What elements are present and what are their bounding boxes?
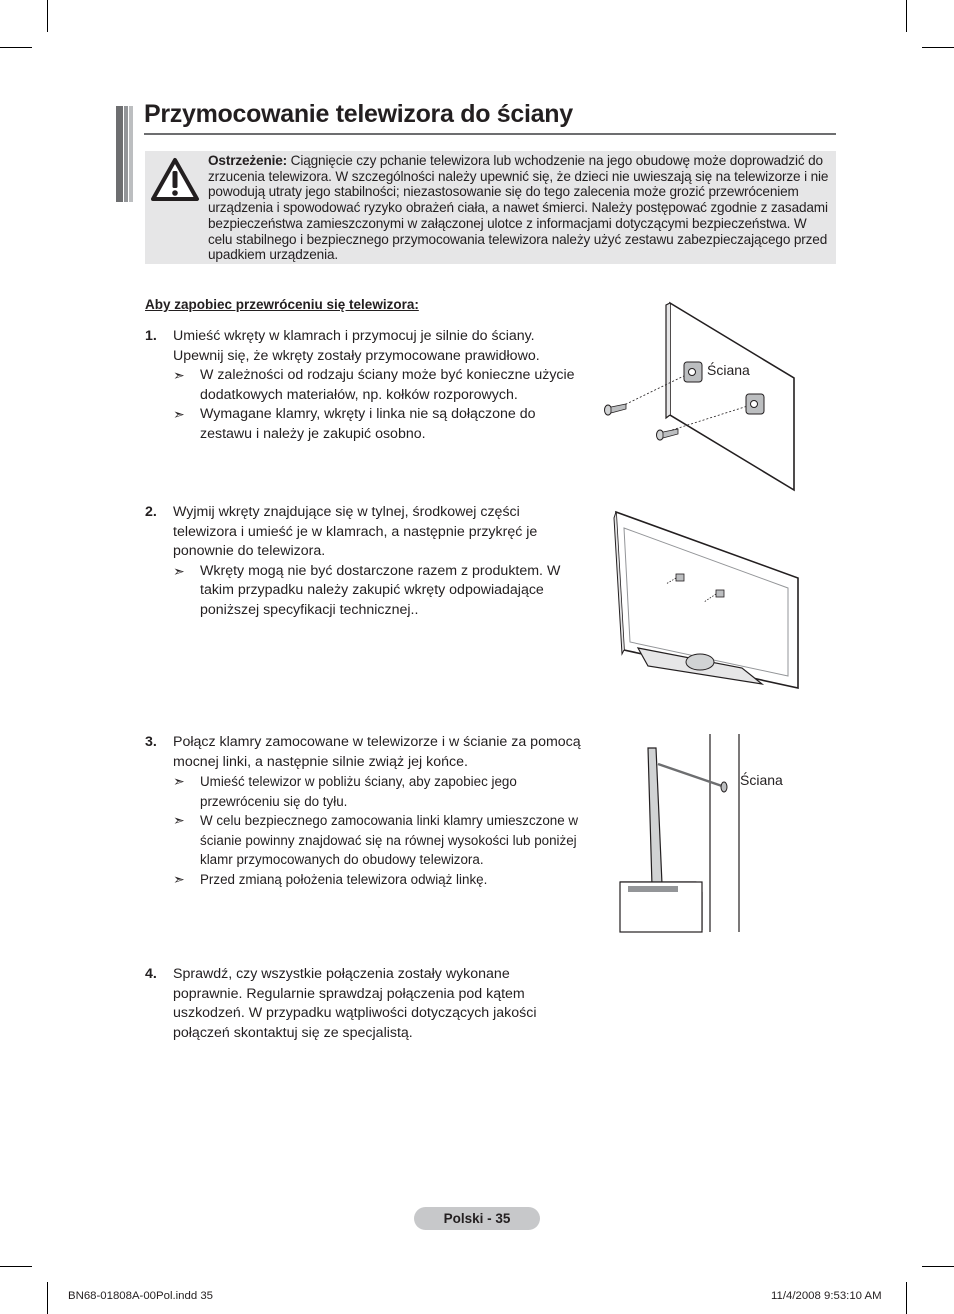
note-arrow-icon: ➣	[173, 773, 185, 789]
note-arrow-icon: ➣	[173, 812, 185, 828]
step-number: 1.	[145, 328, 157, 344]
step-note: ➣ Umieść telewizor w pobliżu ściany, aby zapobiec jego przewróceniu się do tyłu.	[173, 773, 517, 809]
step-note: ➣ Wymagane klamry, wkręty i linka nie są dołączone do zestawu i należy je zakupić osobno.	[173, 406, 536, 442]
crop-mark	[47, 1282, 48, 1314]
step-note: ➣ Wkręty mogą nie być dostarczone razem z produktem. W takim przypadku należy zakupić wkręty odpowiadające poniższej specyfikacji technicznej..	[173, 562, 561, 618]
step-2	[145, 503, 585, 620]
note-arrow-icon: ➣	[173, 562, 185, 579]
bracket-icon	[746, 394, 764, 414]
crop-mark	[906, 0, 907, 32]
file-info: BN68-01808A-00Pol.indd 35	[68, 1290, 214, 1302]
warning-label: Ostrzeżenie:	[208, 153, 288, 168]
screw-icon	[657, 429, 679, 440]
warning-triangle-icon	[150, 157, 200, 203]
crop-mark	[906, 1282, 907, 1314]
step-text: Umieść wkręty w klamrach i przymocuj je silnie do ściany. Upewnij się, że wkręty zostały przymocowane prawidłowo.	[173, 328, 540, 364]
step-note: ➣ W celu bezpiecznego zamocowania linki klamry umieszczone w ścianie powinny znajdować się na równej wysokości lub poniżej klamr przymocowanych do obudowy telewizora.	[173, 812, 579, 867]
step-1	[145, 327, 585, 444]
tv-screws-illustration	[612, 508, 806, 692]
section-subheading: Aby zapobiec przewróceniu się telewizora:	[145, 297, 419, 312]
step-text: Wyjmij wkręty znajdujące się w tylnej, środkowej części telewizora i umieść je w klamrach, a następnie przykręć je ponownie do telewizora.	[173, 504, 538, 559]
bracket-icon	[684, 362, 702, 382]
page-title: Przymocowanie telewizora do ściany	[144, 100, 573, 128]
step-number: 2.	[145, 504, 157, 520]
step-4	[145, 965, 565, 1043]
title-decor-bar	[124, 106, 128, 202]
page-number-badge: Polski - 35	[414, 1207, 540, 1230]
crop-mark	[922, 47, 954, 48]
wall-label: Ściana	[740, 772, 783, 788]
note-arrow-icon: ➣	[173, 367, 185, 383]
date-info: 11/4/2008 9:53:10 AM	[771, 1290, 882, 1302]
crop-mark	[0, 47, 32, 48]
crop-mark	[47, 0, 48, 32]
warning-body: Ciągnięcie czy pchanie telewizora lub wchodzenie na jego obudowę może doprowadzić do zrzucenia telewizora. W szczególności należy upewnić się, że dzieci nie uwieszają się na telewizorze i nie powodują utraty jego stabilności; niezastosowanie się do tego zalecenia może grozić przewróceniem urządzenia i spowodować ryzyko obrażeń ciała, a nawet śmierci. Należy postępować zgodnie z zasadami bezpieczeństwa zamieszczonymi w załączonej ulotce z informacjami dotyczącymi bezpieczeństwa. W celu stabilnego i bezpiecznego przymocowania telewizora należy użyć zestawu zabezpieczającego przed upadkiem urządzenia.	[208, 153, 829, 263]
warning-box	[145, 151, 836, 264]
wall-bracket-illustration	[596, 300, 800, 496]
step-note: ➣ W zależności od rodzaju ściany może być konieczne użycie dodatkowych materiałów, np. kołków rozporowych.	[173, 367, 575, 403]
tv-tied-wall-illustration	[612, 734, 744, 934]
title-rule	[144, 133, 836, 135]
note-arrow-icon: ➣	[173, 870, 185, 887]
step-text: Połącz klamry zamocowane w telewizorze i w ścianie za pomocą mocnej linki, a następnie silnie zwiąż jej końce.	[173, 734, 581, 770]
crop-mark	[0, 1266, 32, 1267]
step-number: 4.	[145, 966, 157, 982]
screw-icon	[605, 404, 627, 415]
screw-icon	[721, 782, 727, 792]
step-note: ➣ Przed zmianą położenia telewizora odwiąż linkę.	[173, 870, 585, 890]
note-arrow-icon: ➣	[173, 406, 185, 422]
crop-mark	[922, 1266, 954, 1267]
warning-text	[208, 153, 833, 263]
step-text: Sprawdź, czy wszystkie połączenia zostały wykonane poprawnie. Regularnie sprawdzaj połączenia pod kątem uszkodzeń. W przypadku wątpliwości dotyczących jakości połączeń skontaktuj się ze specjalistą.	[173, 966, 537, 1041]
title-decor-bar	[116, 106, 123, 202]
wall-label: Ściana	[707, 362, 750, 378]
step-number: 3.	[145, 734, 157, 750]
step-3	[145, 733, 585, 889]
title-decor-bar	[129, 106, 133, 202]
